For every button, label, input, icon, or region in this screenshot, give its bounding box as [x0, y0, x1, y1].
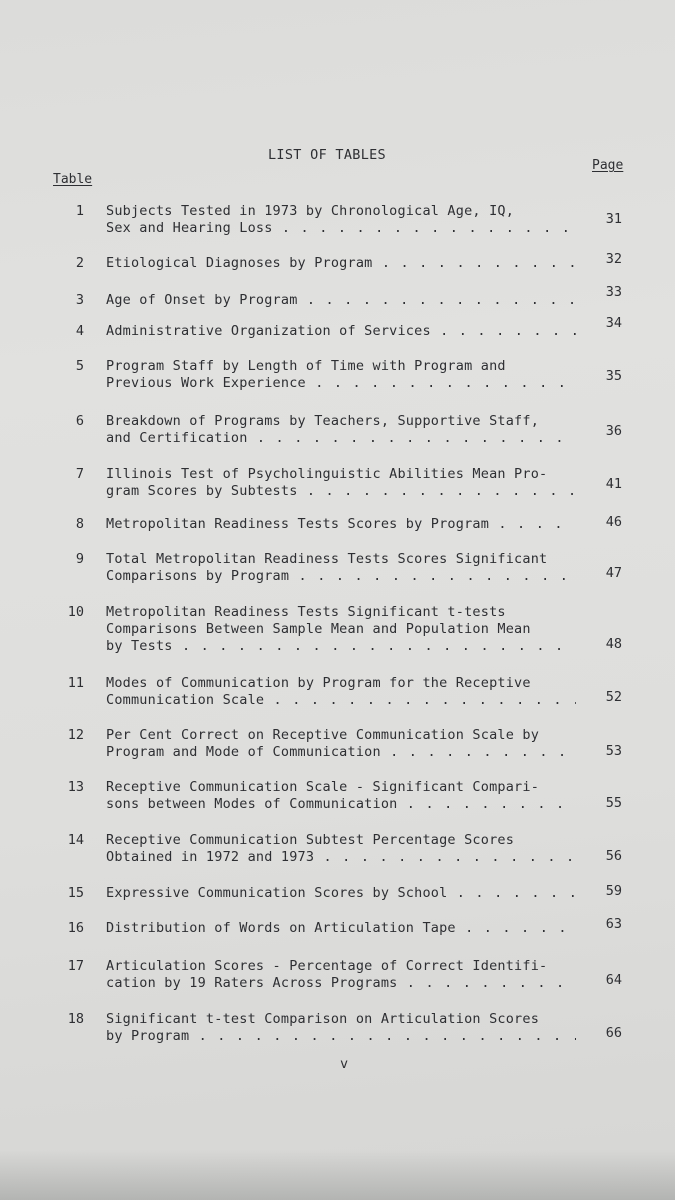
table-entry-page-number: 56: [605, 848, 622, 864]
table-entry-page-number: 59: [605, 883, 622, 899]
table-entry-title-line: Program and Mode of Communication . . .: [106, 744, 576, 761]
table-entry-number: 1: [75, 203, 84, 219]
table-entry-page-number: 34: [605, 315, 622, 331]
table-entry-title-line: Metropolitan Readiness Tests Significant t-tests: [106, 604, 506, 620]
table-entry-number: 11: [67, 675, 84, 691]
table-entry-title: [106, 358, 576, 392]
table-entry-title-line: Metropolitan Readiness Tests Scores by Program . . .: [106, 516, 576, 533]
table-entry-page-number: 47: [605, 565, 622, 581]
table-entry-title: [106, 292, 576, 309]
table-entry-number: 6: [75, 413, 84, 429]
table-entry-page-number: 52: [605, 689, 622, 705]
table-entry-title-line: Previous Work Experience . . .: [106, 375, 576, 392]
table-entry-title-line: Per Cent Correct on Receptive Communication Scale by: [106, 727, 540, 743]
table-entry-title: [106, 255, 576, 272]
table-entry-number: 12: [67, 727, 84, 743]
table-entry-title-line: Receptive Communication Scale - Significant Compari-: [106, 779, 540, 795]
table-entry-page-number: 55: [605, 795, 622, 811]
table-entry-number: 13: [67, 779, 84, 795]
table-entry-page-number: 66: [605, 1025, 622, 1041]
table-entry-title-line: Program Staff by Length of Time with Program and: [106, 358, 506, 374]
table-entry-title: [106, 832, 576, 866]
table-entry-number: 3: [75, 292, 84, 308]
table-entry-page-number: 41: [605, 476, 622, 492]
table-entry-title: [106, 675, 576, 709]
table-entry-title: [106, 779, 576, 813]
table-entry-title-line: cation by 19 Raters Across Programs . . .: [106, 975, 576, 992]
table-entry-title: [106, 413, 576, 447]
table-entry-title: [106, 323, 576, 340]
table-entry-title: [106, 551, 576, 585]
table-entry-number: 4: [75, 323, 84, 339]
table-entry-page-number: 48: [605, 636, 622, 652]
table-entry-page-number: 36: [605, 423, 622, 439]
table-entry-title-line: Comparisons Between Sample Mean and Population Mean: [106, 621, 531, 637]
table-entry-title-line: Comparisons by Program . . .: [106, 568, 576, 585]
table-entry-number: 14: [67, 832, 84, 848]
table-entry-title-line: Articulation Scores - Percentage of Correct Identifi-: [106, 958, 548, 974]
page-column-header: Page: [592, 158, 624, 173]
table-entry-title: [106, 920, 576, 937]
table-entry-title-line: Expressive Communication Scores by School . . .: [106, 885, 576, 902]
table-entry-title-line: Subjects Tested in 1973 by Chronological Age, IQ,: [106, 203, 515, 219]
table-entry-page-number: 32: [605, 251, 622, 267]
page-bottom-shadow: [0, 1150, 675, 1200]
table-entry-page-number: 31: [605, 211, 622, 227]
table-entry-page-number: 63: [605, 916, 622, 932]
table-entry-title-line: Communication Scale . . .: [106, 692, 576, 709]
table-entry-title-line: Significant t-test Comparison on Articulation Scores: [106, 1011, 540, 1027]
table-entry-title-line: Age of Onset by Program . . .: [106, 292, 576, 309]
table-entry-title-line: by Tests . . .: [106, 638, 576, 655]
table-entry-number: 5: [75, 358, 84, 374]
table-entry-title: [106, 1011, 576, 1045]
table-entry-number: 15: [67, 885, 84, 901]
table-entry-title: [106, 727, 576, 761]
table-entry-title: [106, 203, 576, 237]
table-entry-page-number: 33: [605, 284, 622, 300]
table-entry-title-line: sons between Modes of Communication . . .: [106, 796, 576, 813]
page-folio: v: [340, 1056, 349, 1072]
table-entry-title-line: Breakdown of Programs by Teachers, Supportive Staff,: [106, 413, 540, 429]
table-entry-title-line: Illinois Test of Psycholinguistic Abilities Mean Pro-: [106, 466, 548, 482]
table-entry-title: [106, 604, 576, 655]
table-entry-page-number: 35: [605, 368, 622, 384]
page-heading: LIST OF TABLES: [268, 147, 386, 163]
table-entry-title-line: Obtained in 1972 and 1973 . . .: [106, 849, 576, 866]
table-entry-title-line: Distribution of Words on Articulation Tape . . .: [106, 920, 576, 937]
table-entry-number: 9: [75, 551, 84, 567]
table-entry-title-line: by Program . . .: [106, 1028, 576, 1045]
table-entry-title-line: Etiological Diagnoses by Program . . .: [106, 255, 576, 272]
table-entry-number: 10: [67, 604, 84, 620]
table-entry-number: 17: [67, 958, 84, 974]
table-entry-page-number: 64: [605, 972, 622, 988]
table-entry-title-line: Administrative Organization of Services . . .: [106, 323, 576, 340]
table-entry-title-line: gram Scores by Subtests . . .: [106, 483, 576, 500]
table-entry-number: 16: [67, 920, 84, 936]
table-entry-title-line: and Certification . . .: [106, 430, 576, 447]
table-entry-title: [106, 958, 576, 992]
table-entry-title-line: Sex and Hearing Loss . . .: [106, 220, 576, 237]
table-column-header: Table: [53, 172, 93, 187]
table-entry-number: 2: [75, 255, 84, 271]
table-entry-page-number: 46: [605, 514, 622, 530]
table-entry-title: [106, 885, 576, 902]
table-entry-number: 18: [67, 1011, 84, 1027]
table-entry-title: [106, 516, 576, 533]
table-entry-number: 7: [75, 466, 84, 482]
table-entry-title-line: Modes of Communication by Program for the Receptive: [106, 675, 531, 691]
table-entry-title-line: Receptive Communication Subtest Percentage Scores: [106, 832, 515, 848]
table-entry-number: 8: [75, 516, 84, 532]
table-entry-title-line: Total Metropolitan Readiness Tests Scores Significant: [106, 551, 548, 567]
table-entry-title: [106, 466, 576, 500]
table-entry-page-number: 53: [605, 743, 622, 759]
